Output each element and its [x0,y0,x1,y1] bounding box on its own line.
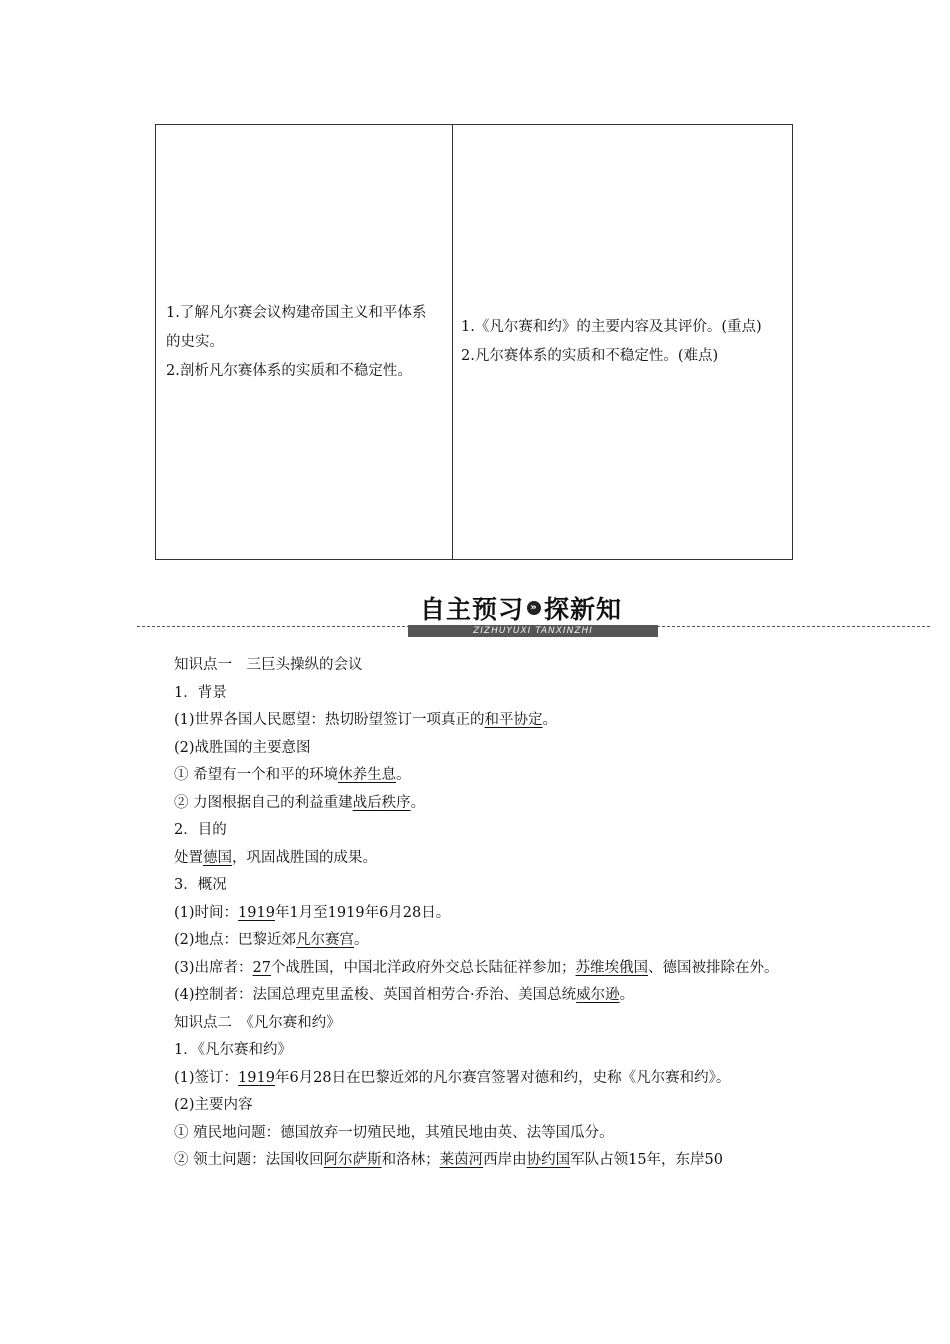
paragraph [155,845,815,873]
answer-blank: 阿尔萨斯 [323,1152,382,1168]
text-run: 军队占领15年，东岸50 [570,1152,724,1168]
paragraph [155,955,815,983]
paragraph: (2)主要内容 [174,1097,253,1113]
answer-blank: 战后秩序 [352,794,411,811]
text-run: (3)出席者： [174,959,253,976]
answer-blank: 德国 [203,849,232,866]
text-run: (1)签订： [174,1069,239,1086]
section-heading: 知识点一 三巨头操纵的会议 [174,657,363,673]
answer-blank: 苏维埃俄国 [575,959,648,976]
text-run: 和洛林； [381,1152,440,1168]
double-arrow-icon: » [527,601,541,615]
key-point-item: 1.《凡尔赛和约》的主要内容及其评价。(重点) [461,319,762,335]
text-run: ② 领土问题：法国收回 [174,1152,324,1168]
banner-title-part1: 自主预习 [420,595,525,624]
answer-blank: 威尔逊 [576,987,620,1003]
goals-cell-key-points [453,125,792,559]
text-run: 处置 [174,849,203,866]
text-run: 、德国被排除在外。 [648,959,779,976]
key-point-item: 2.凡尔赛体系的实质和不稳定性。(难点) [461,348,719,364]
paragraph [155,1147,815,1175]
section-banner [0,592,950,640]
text-run: ，巩固战胜国的成果。 [232,849,377,866]
paragraph [155,1065,815,1093]
text-run: (1)世界各国人民愿望：热切盼望签订一项真正的 [174,712,485,728]
text-run: 西岸由 [483,1152,527,1168]
banner-title [420,592,622,624]
subheading: 1．背景 [174,684,227,701]
paragraph [155,900,815,928]
text-run: (1)时间： [174,904,239,921]
answer-blank: 1919 [238,904,275,921]
paragraph [155,790,815,818]
objective-item: 1.了解凡尔赛会议构建帝国主义和平体系的史实。 [166,304,427,350]
answer-blank: 和平协定 [484,712,543,728]
subheading: 1．《凡尔赛和约》 [174,1042,292,1058]
answer-blank: 协约国 [526,1152,571,1168]
text-run: 年6月28日在巴黎近郊的凡尔赛宫签署对德和约，史称《凡尔赛和约》。 [274,1069,731,1086]
text-run: 。 [619,987,635,1003]
paragraph [155,762,815,790]
text-run: 个战胜国，中国北洋政府外交总长陆征祥参加； [271,959,576,976]
paragraph [155,707,815,735]
paragraph [155,927,815,955]
banner-title-part2: 探新知 [544,595,623,624]
section-heading: 知识点二 《凡尔赛和约》 [174,1014,341,1031]
subheading: 2．目的 [174,822,227,838]
answer-blank: 休养生息 [338,767,397,783]
subheading: 3．概况 [174,877,227,893]
text-run: ① 希望有一个和平的环境 [174,767,339,783]
text-run: 。 [410,794,426,811]
answer-blank: 1919 [238,1069,275,1086]
goals-cell-objectives [156,125,453,559]
text-run: (4)控制者：法国总理克里孟梭、英国首相劳合·乔治、美国总统 [174,987,577,1003]
answer-blank: 27 [252,959,271,976]
paragraph [155,982,815,1010]
learning-goals-table [155,124,793,560]
answer-blank: 凡尔赛宫 [296,932,355,948]
paragraph: (2)战胜国的主要意图 [174,739,311,756]
paragraph: ① 殖民地问题：德国放弃一切殖民地，其殖民地由英、法等国瓜分。 [174,1124,614,1141]
text-run: ② 力图根据自己的利益重建 [174,794,353,811]
text-run: (2)地点：巴黎近郊 [174,932,297,948]
main-content [155,652,815,1175]
text-run: 。 [354,932,369,948]
text-run: 。 [396,767,411,783]
banner-subtitle: ZIZHUYUXI TANXINZHI [408,625,658,637]
banner-title-block [408,592,658,640]
text-run: 。 [542,712,558,728]
answer-blank: 莱茵河 [439,1152,484,1168]
objective-item: 2.剖析凡尔赛体系的实质和不稳定性。 [166,362,412,379]
text-run: 年1月至1919年6月28日。 [274,904,451,921]
